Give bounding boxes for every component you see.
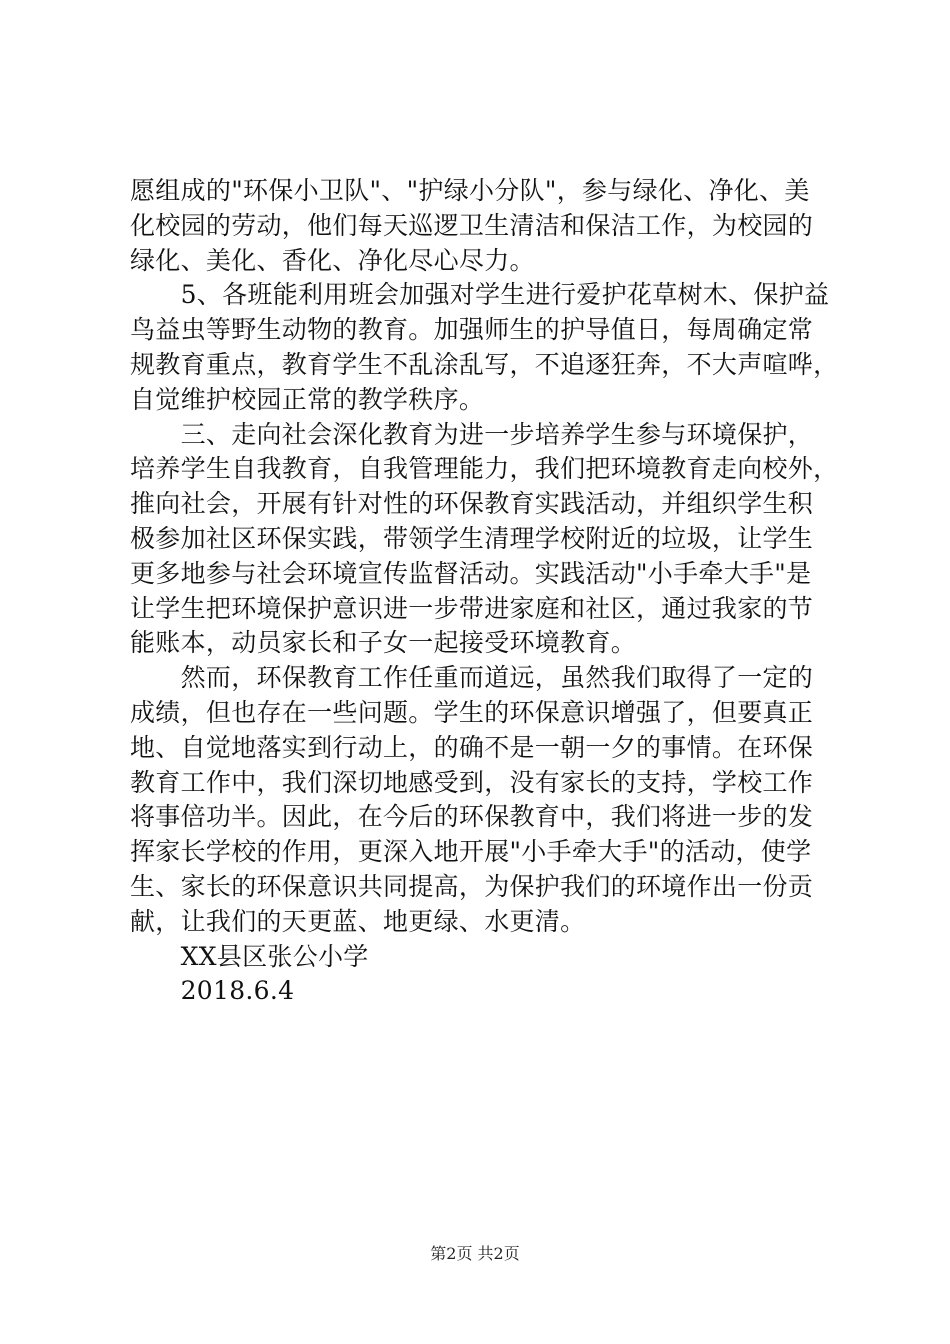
text-line: 然而，环保教育工作任重而道远，虽然我们取得了一定的 xyxy=(130,663,814,693)
text-line: 愿组成的"环保小卫队"、"护绿小分队"，参与绿化、净化、美 xyxy=(130,176,810,205)
text-line: 更多地参与社会环境宣传监督活动。实践活动"小手牵大手"是 xyxy=(130,558,812,588)
text-line: 三、走向社会深化教育为进一步培养学生参与环境保护， xyxy=(130,419,814,449)
text-line: 极参加社区环保实践，带领学生清理学校附近的垃圾，让学生 xyxy=(130,523,814,553)
text-line: 生、家长的环保意识共同提高，为保护我们的环境作出一份贡 xyxy=(130,871,814,901)
text-line: 自觉维护校园正常的教学秩序。 xyxy=(130,384,485,414)
text-line: 推向社会，开展有针对性的环保教育实践活动，并组织学生积 xyxy=(130,489,814,519)
signature-date: 2018.6.4 xyxy=(130,976,295,1006)
page-number-footer: 第2页 共2页 xyxy=(430,1244,520,1263)
text-line: 将事倍功半。因此，在今后的环保教育中，我们将进一步的发 xyxy=(130,802,814,832)
text-line: 挥家长学校的作用，更深入地开展"小手牵大手"的活动，使学 xyxy=(130,837,812,867)
text-line: 化校园的劳动，他们每天巡逻卫生清洁和保洁工作，为校园的 xyxy=(130,210,814,240)
text-line: 规教育重点，教育学生不乱涂乱写，不追逐狂奔，不大声喧哗， xyxy=(130,349,839,379)
text-line: 能账本，动员家长和子女一起接受环境教育。 xyxy=(130,628,637,658)
text-line: 绿化、美化、香化、净化尽心尽力。 xyxy=(130,245,535,275)
text-line: 鸟益虫等野生动物的教育。加强师生的护导值日，每周确定常 xyxy=(130,315,814,345)
text-line: 让学生把环境保护意识进一步带进家庭和社区，通过我家的节 xyxy=(130,593,814,623)
text-line: 5、各班能利用班会加强对学生进行爱护花草树木、保护益 xyxy=(130,280,830,310)
text-line: 地、自觉地落实到行动上，的确不是一朝一夕的事情。在环保 xyxy=(130,732,814,762)
document-body xyxy=(130,174,840,1009)
text-line: 成绩，但也存在一些问题。学生的环保意识增强了，但要真正 xyxy=(130,697,814,727)
text-line: 教育工作中，我们深切地感受到，没有家长的支持，学校工作 xyxy=(130,767,814,797)
signature-school: XX县区张公小学 xyxy=(130,941,369,971)
text-line: 培养学生自我教育，自我管理能力，我们把环境教育走向校外， xyxy=(130,454,839,484)
text-line: 献，让我们的天更蓝、地更绿、水更清。 xyxy=(130,906,586,936)
